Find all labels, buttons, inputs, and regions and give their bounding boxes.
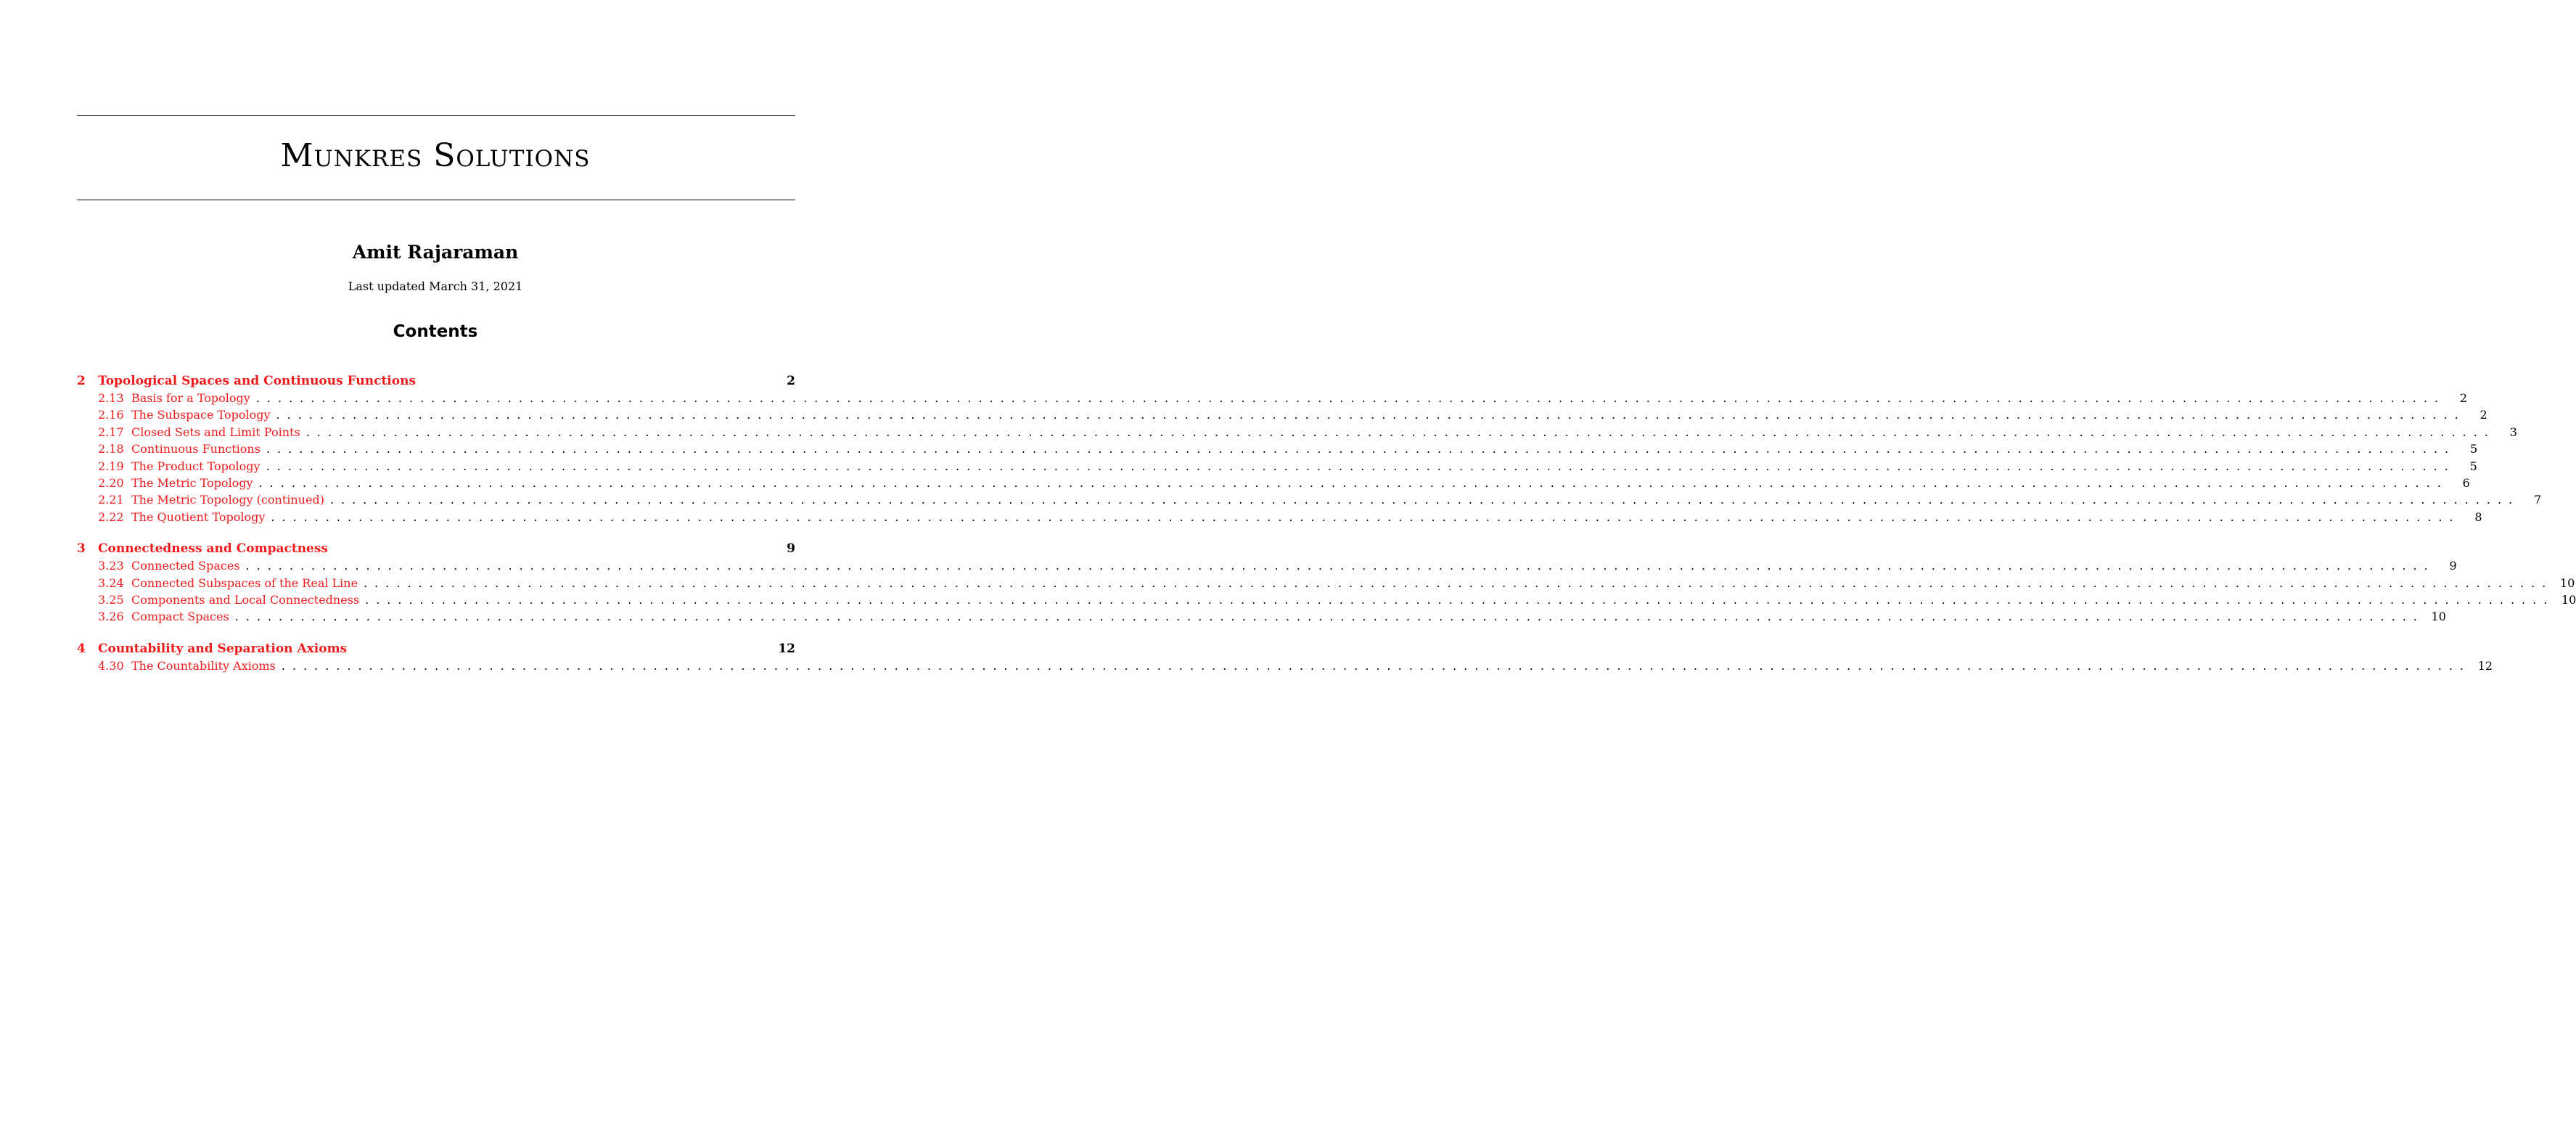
dot-leader: ........................................................................................................................................................................................................ (234, 610, 2424, 624)
section-page-number: 12 (2477, 658, 2493, 673)
section-title: Connected Spaces (131, 559, 240, 573)
toc-chapter-4 (77, 640, 2493, 674)
section-page-number: 2 (2459, 391, 2467, 405)
section-number: 2.17 (98, 425, 124, 439)
chapter-title: Countability and Separation Axioms (98, 641, 348, 656)
section-title: Continuous Functions (131, 442, 261, 456)
section-page-number: 5 (2469, 442, 2478, 456)
author-name: Amit Rajaraman (352, 242, 519, 263)
section-page-number: 10 (2431, 610, 2446, 624)
dot-leader: ........................................................................................................................................................................................................ (266, 459, 2456, 473)
section-title: The Metric Topology (131, 475, 253, 490)
section-number: 2.22 (98, 509, 124, 524)
chapter-title: Connectedness and Compactness (98, 541, 329, 557)
section-number: 2.13 (98, 391, 124, 405)
section-title: Closed Sets and Limit Points (131, 425, 300, 439)
contents-heading: Contents (393, 322, 478, 341)
toc-chapter-2 (77, 372, 2542, 525)
chapter-number: 2 (77, 374, 86, 388)
section-title: Components and Local Connectedness (131, 592, 360, 607)
dot-leader: ........................................................................................................................................................................................................ (245, 559, 2435, 573)
section-title: The Subspace Topology (131, 408, 271, 422)
section-page-number: 10 (2559, 575, 2575, 590)
toc-chapter-link[interactable] (77, 640, 795, 657)
dot-leader: ........................................................................................................................................................................................................ (365, 592, 2555, 607)
toc-section-link[interactable] (77, 440, 2478, 457)
last-updated-date: Last updated March 31, 2021 (348, 279, 523, 293)
dot-leader: ........................................................................................................................................................................................................ (281, 658, 2472, 673)
table-of-contents (77, 372, 2576, 689)
section-number: 2.20 (98, 475, 124, 490)
section-number: 4.30 (98, 658, 124, 673)
section-number: 3.24 (98, 575, 124, 590)
dot-leader: ........................................................................................................................................................................................................ (271, 509, 2461, 524)
section-number: 2.18 (98, 442, 124, 456)
dot-leader: ........................................................................................................................................................................................................ (329, 493, 2520, 507)
section-page-number: 6 (2462, 475, 2470, 490)
toc-section-link[interactable] (77, 406, 2487, 423)
toc-section-link[interactable] (77, 475, 2470, 491)
section-title: Basis for a Topology (131, 391, 250, 405)
section-title: The Countability Axioms (131, 658, 276, 673)
toc-section-link[interactable] (77, 608, 2446, 625)
section-page-number: 8 (2474, 509, 2482, 524)
toc-chapter-3 (77, 540, 2576, 626)
section-number: 3.26 (98, 610, 124, 624)
section-number: 2.19 (98, 459, 124, 473)
chapter-page-number: 12 (778, 641, 795, 656)
toc-section-link[interactable] (77, 509, 2482, 525)
section-page-number: 9 (2449, 559, 2457, 573)
toc-section-link[interactable] (77, 591, 2576, 608)
section-page-number: 7 (2533, 493, 2542, 507)
document-title: Munkres Solutions (280, 137, 591, 174)
dot-leader: ........................................................................................................................................................................................................ (255, 391, 2445, 405)
toc-chapter-link[interactable] (77, 372, 795, 390)
dot-leader: ........................................................................................................................................................................................................ (305, 425, 2495, 439)
section-page-number: 10 (2561, 592, 2576, 607)
section-title: The Metric Topology (continued) (131, 493, 324, 507)
chapter-title: Topological Spaces and Continuous Functions (98, 374, 417, 388)
section-page-number: 3 (2509, 425, 2517, 439)
section-title: The Quotient Topology (131, 509, 266, 524)
dot-leader: ........................................................................................................................................................................................................ (276, 408, 2466, 422)
section-number: 3.25 (98, 592, 124, 607)
toc-section-link[interactable] (77, 424, 2517, 440)
section-title: The Product Topology (131, 459, 261, 473)
dot-leader: ........................................................................................................................................................................................................ (258, 475, 2448, 490)
section-number: 2.16 (98, 408, 124, 422)
toc-section-link[interactable] (77, 491, 2542, 508)
chapter-number: 3 (77, 541, 86, 557)
section-number: 3.23 (98, 559, 124, 573)
toc-chapter-link[interactable] (77, 540, 795, 557)
section-page-number: 5 (2469, 459, 2477, 473)
title-rule-top (77, 115, 795, 116)
toc-section-link[interactable] (77, 657, 2493, 674)
section-number: 2.21 (98, 493, 124, 507)
chapter-page-number: 9 (787, 541, 795, 557)
chapter-number: 4 (77, 641, 86, 656)
section-title: Compact Spaces (131, 610, 229, 624)
toc-section-link[interactable] (77, 575, 2575, 591)
chapter-page-number: 2 (787, 374, 795, 388)
dot-leader: ........................................................................................................................................................................................................ (364, 575, 2554, 590)
section-page-number: 2 (2479, 408, 2487, 422)
toc-section-link[interactable] (77, 458, 2477, 475)
toc-section-link[interactable] (77, 390, 2467, 406)
dot-leader: ........................................................................................................................................................................................................ (266, 442, 2456, 456)
section-title: Connected Subspaces of the Real Line (131, 575, 358, 590)
toc-section-link[interactable] (77, 557, 2457, 574)
